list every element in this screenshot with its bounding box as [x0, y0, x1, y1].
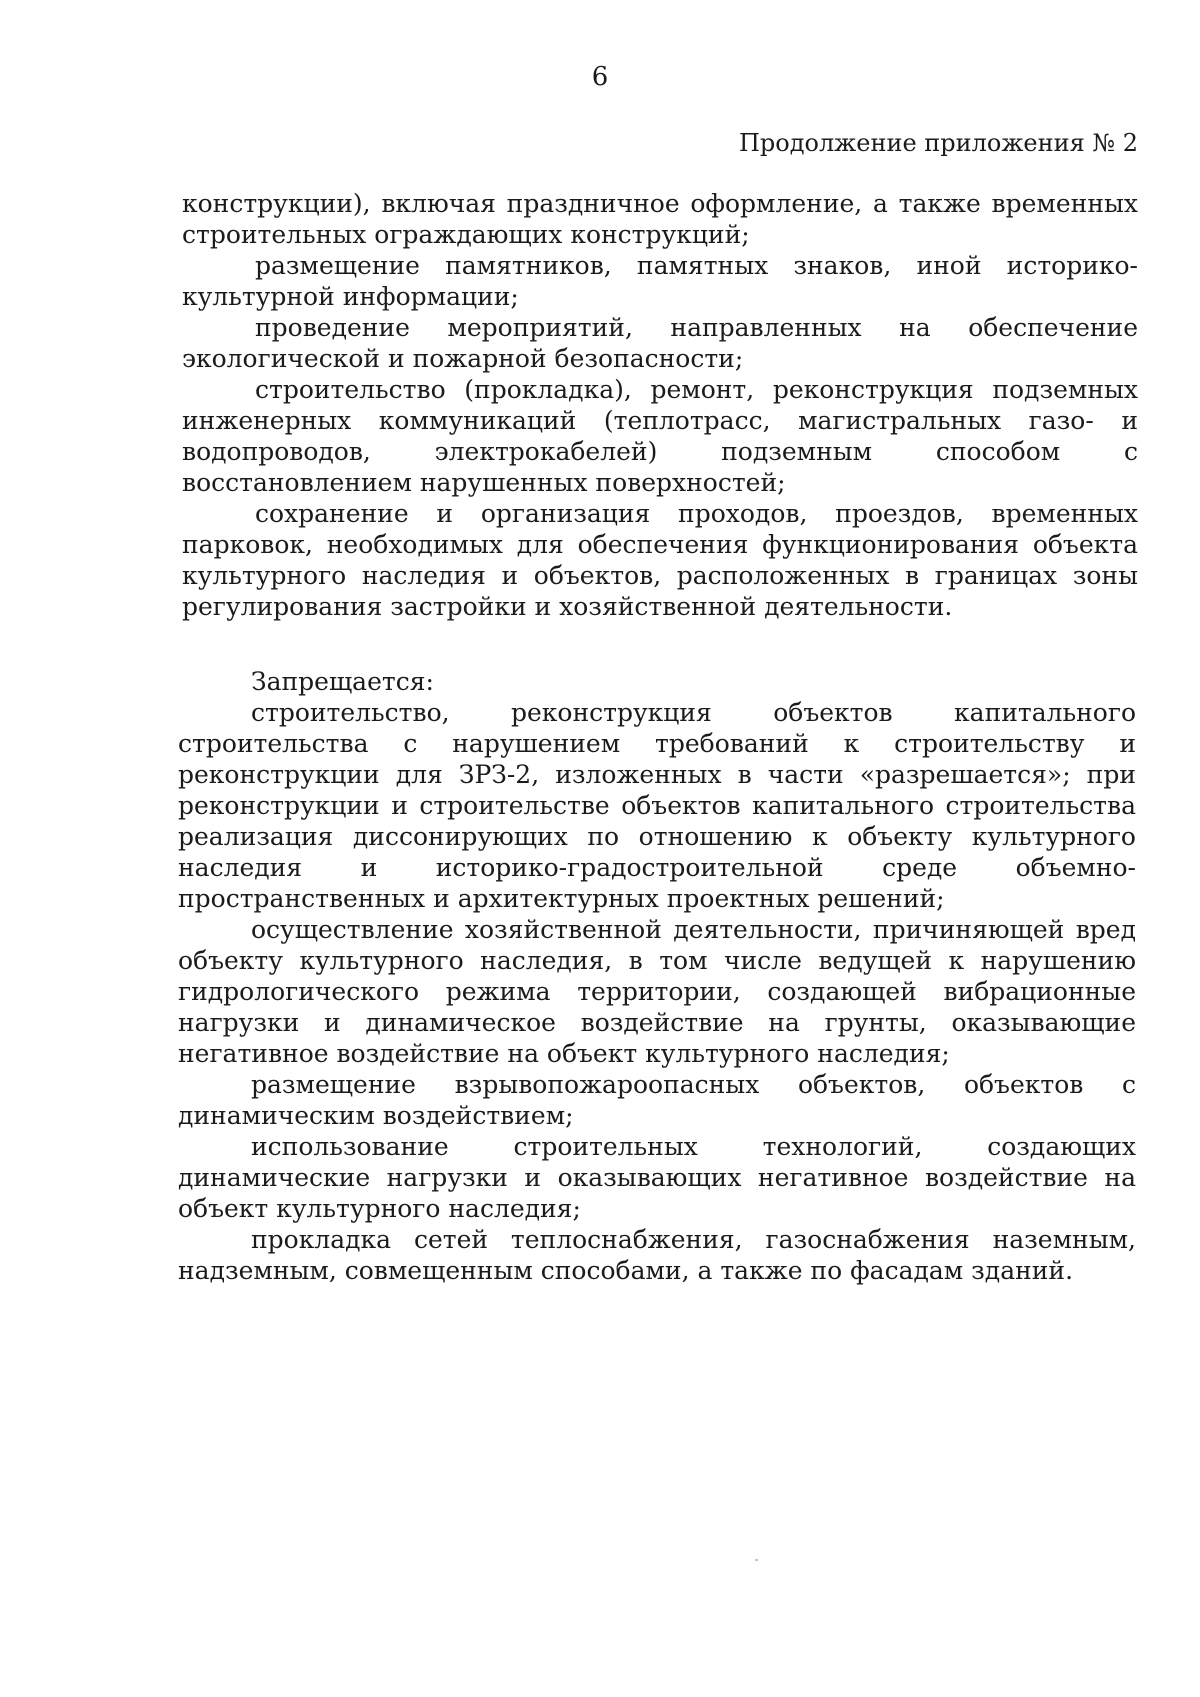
page-number: 6 [591, 62, 609, 92]
paragraph: сохранение и организация проходов, проездов, временных парковок, необходимых для обеспечения функционирования объекта культурного наследия и объектов, расположенных в границах зоны регулирования застройки и хозяйственной деятельности. [182, 499, 1138, 621]
paragraph: строительство (прокладка), ремонт, реконструкция подземных инженерных коммуникаций (теплотрасс, магистральных газо- и водопроводов, электрокабелей) подземным способом с восстановлением нарушенных поверхностей; [182, 375, 1138, 497]
paragraph: прокладка сетей теплоснабжения, газоснабжения наземным, надземным, совмещенным способами, а также по фасадам зданий. [178, 1225, 1136, 1285]
paragraph: строительство, реконструкция объектов капитального строительства с нарушением требований к строительству и реконструкции для ЗРЗ-2, изложенных в части «разрешается»; при реконструкции и строительстве объектов капитального строительства реализация диссонирующих по отношению к объекту культурного наследия и историко-градостроительной среде объемно-пространственных и архитектурных проектных решений; [178, 698, 1136, 913]
section-heading: Запрещается: [251, 667, 434, 696]
paragraph: размещение памятников, памятных знаков, иной историко-культурной информации; [182, 251, 1138, 311]
prohibited-section [178, 666, 1136, 1286]
scan-speck [755, 1559, 758, 1561]
paragraph: размещение взрывопожароопасных объектов, объектов с динамическим воздействием; [178, 1070, 1136, 1130]
permitted-continuation-section [182, 188, 1138, 622]
paragraph: осуществление хозяйственной деятельности, причиняющей вред объекту культурного наследия, в том числе ведущей к нарушению гидрологического режима территории, создающей вибрационные нагрузки и динамическое воздействие на грунты, оказывающие негативное воздействие на объект культурного наследия; [178, 915, 1136, 1068]
paragraph: проведение мероприятий, направленных на обеспечение экологической и пожарной безопасности; [182, 313, 1138, 373]
paragraph-continued: конструкции), включая праздничное оформление, а также временных строительных ограждающих конструкций; [182, 189, 1138, 249]
appendix-continuation-note: Продолжение приложения № 2 [738, 129, 1138, 157]
paragraph: использование строительных технологий, создающих динамические нагрузки и оказывающих негативное воздействие на объект культурного наследия; [178, 1132, 1136, 1223]
